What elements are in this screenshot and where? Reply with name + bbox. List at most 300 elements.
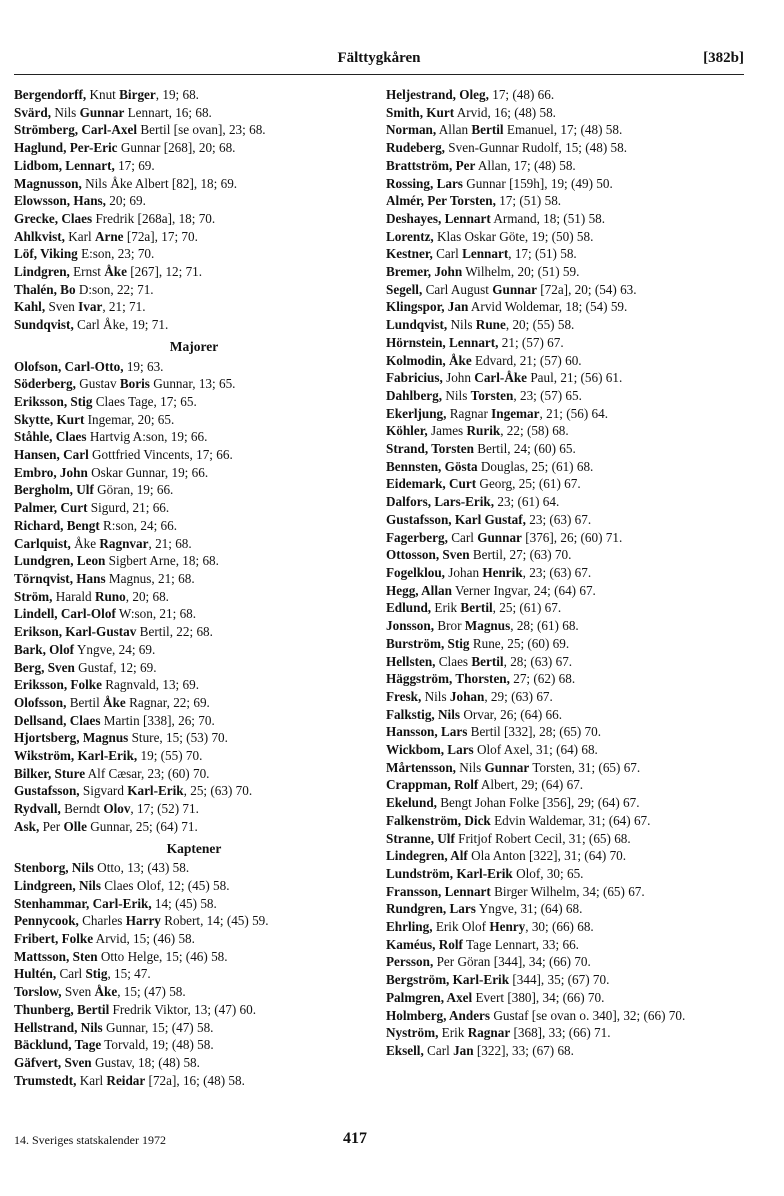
entry-surname: Lidbom, Lennart, — [14, 157, 115, 173]
list-item — [386, 883, 744, 901]
entry-text: , 21; 68. — [148, 535, 192, 551]
entry-surname: Heljestrand, Oleg, — [386, 87, 489, 102]
entry-surname: Palmer, Curt — [14, 500, 88, 516]
entry-text: Nils Åke Albert [82], 18; 69. — [81, 175, 238, 191]
entry-text: , 17; (51) 58. — [508, 246, 577, 262]
list-item — [386, 865, 744, 883]
entry-text: Bertil, 24; (60) 65. — [473, 441, 576, 457]
entry-text: Sigurd, 21; 66. — [87, 500, 170, 516]
list-item — [386, 688, 744, 706]
list-item — [386, 298, 744, 316]
list-item — [386, 653, 744, 671]
entry-text: Evert [380], 34; (66) 70. — [472, 989, 605, 1005]
list-item — [386, 759, 744, 777]
entry-text: Sture, 15; (53) 70. — [128, 730, 228, 746]
entry-callname: Åke — [103, 694, 126, 710]
entry-text: Johan — [444, 564, 483, 580]
entry-text: Göran, 19; 66. — [93, 482, 174, 498]
entry-text: , 29; (63) 67. — [484, 688, 553, 704]
entry-text: Klas Oskar Göte, 19; (50) 58. — [433, 228, 594, 244]
entry-callname: Jan — [453, 1042, 474, 1058]
entry-surname: Rundgren, Lars — [386, 901, 476, 917]
entry-text: 17; (48) 66. — [488, 87, 555, 102]
entry-text: Arvid, 15; (46) 58. — [93, 931, 195, 947]
entry-surname: Nyström, — [386, 1025, 439, 1041]
entry-text: Bertil [332], 28; (65) 70. — [467, 724, 602, 740]
list-item — [386, 741, 744, 759]
list-item — [14, 517, 374, 535]
entry-callname: Torsten — [470, 387, 514, 403]
entry-text: Sven-Gunnar Rudolf, 15; (48) 58. — [444, 140, 628, 156]
entry-surname: Almér, Per Torsten, — [386, 193, 496, 209]
list-item — [14, 570, 374, 588]
entry-text: Carl — [423, 1042, 454, 1058]
entry-surname: Persson, — [386, 954, 434, 970]
entry-text: Bertil — [66, 694, 104, 710]
entry-text: James — [427, 423, 467, 439]
list-item — [386, 635, 744, 653]
entry-text: W:son, 21; 68. — [115, 606, 197, 622]
entry-text: , 23; (57) 65. — [513, 387, 582, 403]
list-item — [386, 900, 744, 918]
list-item — [386, 316, 744, 334]
entry-text: , 15; 47. — [107, 966, 151, 982]
entry-text: Otto Helge, 15; (46) 58. — [97, 948, 228, 964]
entry-surname: Lorentz, — [386, 228, 434, 244]
entry-text: Åke — [70, 535, 100, 551]
entry-text: Arvid Woldemar, 18; (54) 59. — [468, 299, 628, 315]
entry-surname: Grecke, Claes — [14, 210, 93, 226]
list-item — [14, 800, 374, 818]
entry-text: Emanuel, 17; (48) 58. — [503, 122, 623, 138]
entry-text: Georg, 25; (61) 67. — [476, 476, 581, 492]
list-item — [14, 86, 374, 104]
entry-text: Allan, 17; (48) 58. — [475, 157, 576, 173]
list-item — [14, 694, 374, 712]
list-item — [386, 529, 744, 547]
entry-text: Armand, 18; (51) 58. — [490, 210, 606, 226]
list-item — [14, 877, 374, 895]
entry-surname: Svärd, — [14, 104, 52, 120]
entry-surname: Bergholm, Ulf — [14, 482, 94, 498]
entry-text: Claes — [435, 653, 472, 669]
list-item — [14, 765, 374, 783]
list-item — [14, 1036, 374, 1054]
entry-surname: Embro, John — [14, 464, 88, 480]
entry-text: Fredrik Viktor, 13; (47) 60. — [109, 1001, 257, 1017]
entry-surname: Dahlberg, — [386, 387, 443, 403]
entry-text: Magnus, 21; 68. — [105, 570, 195, 586]
entry-text: Alf Cæsar, 23; (60) 70. — [85, 765, 210, 781]
entry-surname: Jonsson, — [386, 618, 435, 634]
entry-text: Sigbert Arne, 18; 68. — [105, 553, 219, 569]
entry-text: Nils — [447, 317, 476, 333]
entry-surname: Eriksson, Stig — [14, 393, 93, 409]
entry-text: Erik — [431, 600, 461, 616]
entry-text: , 20; (55) 58. — [505, 317, 575, 333]
entry-text: Sven — [61, 984, 95, 1000]
entry-surname: Hultén, — [14, 966, 57, 982]
entry-text: Robert, 14; (45) 59. — [160, 913, 269, 929]
list-item — [386, 599, 744, 617]
list-item — [14, 729, 374, 747]
list-item — [14, 245, 374, 263]
entry-surname: Trumstedt, — [14, 1072, 77, 1088]
entry-text: Olof, 30; 65. — [512, 865, 584, 881]
entry-surname: Stenborg, Nils — [14, 860, 94, 876]
page-title: Fälttygkåren — [337, 50, 421, 66]
list-item — [14, 157, 374, 175]
entry-callname: Gunnar — [477, 529, 522, 545]
entry-text: 21; (57) 67. — [498, 334, 564, 350]
entry-callname: Reidar — [106, 1072, 146, 1088]
entry-surname: Eidemark, Curt — [386, 476, 477, 492]
entry-surname: Stranne, Ulf — [386, 830, 455, 846]
list-item — [14, 1072, 374, 1090]
entry-callname: Runo — [94, 588, 126, 604]
entry-text: Tage Lennart, 33; 66. — [462, 936, 579, 952]
entry-surname: Köhler, — [386, 423, 428, 439]
entry-surname: Bilker, Sture — [14, 765, 86, 781]
list-item — [386, 564, 744, 582]
list-item — [14, 605, 374, 623]
entry-text: [267], 12; 71. — [126, 264, 203, 280]
entry-text: Nils — [421, 688, 450, 704]
list-item — [14, 983, 374, 1001]
entry-text: Hartvig A:son, 19; 66. — [86, 429, 208, 445]
entry-text: John — [442, 370, 475, 386]
entry-surname: Hegg, Allan — [386, 582, 452, 598]
list-item — [14, 782, 374, 800]
entry-surname: Rydvall, — [14, 801, 61, 817]
entry-surname: Lindell, Carl-Olof — [14, 606, 116, 622]
entry-text: Gunnar, 15; (47) 58. — [102, 1019, 214, 1035]
list-item — [14, 588, 374, 606]
entry-text: Ernst — [69, 264, 105, 280]
entry-callname: Ragnvar — [99, 535, 149, 551]
entry-text: 19; (55) 70. — [137, 748, 203, 764]
entry-text: 20; 69. — [105, 193, 146, 209]
section-heading-majorer: Majorer — [169, 338, 219, 354]
entry-text: Orvar, 26; (64) 66. — [460, 706, 563, 722]
list-item — [386, 440, 744, 458]
entry-text: E:son, 23; 70. — [77, 246, 155, 262]
list-item — [14, 139, 374, 157]
entry-text: Olof Axel, 31; (64) 68. — [473, 742, 598, 758]
entry-text: Claes Tage, 17; 65. — [92, 393, 197, 409]
entry-text: , 25; (61) 67. — [492, 600, 562, 616]
entry-surname: Berg, Sven — [14, 659, 75, 675]
list-item — [386, 405, 744, 423]
entry-text: Gunnar, 25; (64) 71. — [86, 818, 198, 834]
list-item — [14, 281, 374, 299]
list-item — [386, 582, 744, 600]
entry-surname: Hörnstein, Lennart, — [386, 334, 499, 350]
entry-text: Oskar Gunnar, 19; 66. — [87, 464, 209, 480]
entry-text: , 21; (56) 64. — [539, 405, 608, 421]
entry-text: Carl — [432, 246, 463, 262]
section-code: [382b] — [703, 50, 744, 66]
list-item — [386, 1024, 744, 1042]
entry-text: , 20; 68. — [125, 588, 169, 604]
list-item — [386, 228, 744, 246]
list-item — [14, 747, 374, 765]
entry-text: [376], 26; (60) 71. — [521, 529, 623, 545]
list-item — [386, 121, 744, 139]
entry-text: [72a], 17; 70. — [123, 228, 198, 244]
entry-text: Douglas, 25; (61) 68. — [477, 458, 594, 474]
entry-text: Yngve, 24; 69. — [74, 641, 156, 657]
entry-text: [344], 35; (67) 70. — [509, 972, 610, 988]
right-column — [386, 86, 744, 1060]
list-item — [14, 930, 374, 948]
header-rule — [14, 74, 744, 75]
entry-text: [72a], 20; (54) 63. — [536, 281, 637, 297]
entry-text: 27; (62) 68. — [509, 671, 576, 687]
entry-text: 23; (61) 64. — [494, 494, 560, 510]
entry-callname: Karl-Erik — [127, 783, 184, 799]
entry-text: Ola Anton [322], 31; (64) 70. — [467, 848, 627, 864]
entry-surname: Bennsten, Gösta — [386, 458, 478, 474]
entry-text: Gottfried Vincents, 17; 66. — [88, 447, 233, 463]
entry-surname: Sundqvist, — [14, 317, 74, 333]
entry-text: , 28; (63) 67. — [503, 653, 573, 669]
entry-surname: Wickbom, Lars — [386, 742, 474, 758]
list-item — [386, 334, 744, 352]
list-item — [386, 830, 744, 848]
list-item — [386, 281, 744, 299]
entry-surname: Richard, Bengt — [14, 517, 100, 533]
list-item — [14, 912, 374, 930]
entry-surname: Söderberg, — [14, 376, 76, 392]
entry-text: Claes Olof, 12; (45) 58. — [100, 877, 230, 893]
entry-callname: Rurik — [466, 423, 501, 439]
list-item — [386, 776, 744, 794]
entry-surname: Hansen, Carl — [14, 447, 89, 463]
entry-text: Knut — [86, 87, 120, 102]
entry-surname: Ottosson, Sven — [386, 547, 470, 563]
list-item — [14, 316, 374, 334]
entry-surname: Hellsten, — [386, 653, 436, 669]
entry-surname: Bergendorff, — [14, 87, 87, 102]
entry-text: Gunnar, 13; 65. — [149, 376, 236, 392]
list-item — [14, 712, 374, 730]
entry-surname: Ståhle, Claes — [14, 429, 87, 445]
entry-text: Gustav, 18; (48) 58. — [91, 1054, 200, 1070]
list-item — [386, 369, 744, 387]
entry-surname: Hjortsberg, Magnus — [14, 730, 129, 746]
list-item — [386, 706, 744, 724]
entry-surname: Eriksson, Folke — [14, 677, 102, 693]
entry-surname: Segell, — [386, 281, 423, 297]
list-item — [386, 192, 744, 210]
list-item — [386, 723, 744, 741]
list-item — [386, 971, 744, 989]
entry-surname: Bremer, John — [386, 264, 463, 280]
list-item — [14, 210, 374, 228]
entry-group-1 — [14, 86, 374, 334]
entry-text: Ingemar, 20; 65. — [84, 411, 175, 427]
entry-text: Bertil, 22; 68. — [136, 624, 213, 640]
list-item — [386, 475, 744, 493]
entry-callname: Bertil — [460, 600, 493, 616]
entry-text: , 30; (66) 68. — [525, 919, 594, 935]
entry-callname: Bertil — [471, 653, 504, 669]
entry-callname: Boris — [119, 376, 150, 392]
entry-surname: Mattsson, Sten — [14, 948, 98, 964]
entry-text: Wilhelm, 20; (51) 59. — [462, 264, 580, 280]
list-item — [386, 245, 744, 263]
entry-surname: Löf, Viking — [14, 246, 78, 262]
list-item — [14, 535, 374, 553]
entry-callname: Olle — [63, 818, 87, 834]
entry-callname: Gunnar — [492, 281, 537, 297]
list-item — [14, 446, 374, 464]
entry-text: Nils — [442, 387, 471, 403]
entry-text: R:son, 24; 66. — [99, 517, 178, 533]
entry-text: 14; (45) 58. — [151, 895, 217, 911]
entry-callname: Ragnar — [467, 1025, 511, 1041]
entry-text: Gustaf [se ovan o. 340], 32; (66) 70. — [490, 1007, 686, 1023]
entry-text: Torsten, 31; (65) 67. — [529, 759, 641, 775]
entry-surname: Stenhammar, Carl-Erik, — [14, 895, 152, 911]
entry-surname: Kestner, — [386, 246, 433, 262]
entry-surname: Ekerljung, — [386, 405, 447, 421]
entry-surname: Hansson, Lars — [386, 724, 468, 740]
entry-surname: Hellstrand, Nils — [14, 1019, 103, 1035]
list-item — [386, 175, 744, 193]
list-item — [14, 464, 374, 482]
entry-callname: Olov — [103, 801, 131, 817]
entry-text: Arvid, 16; (48) 58. — [454, 104, 556, 120]
entry-surname: Wikström, Karl-Erik, — [14, 748, 138, 764]
entry-callname: Birger — [119, 87, 156, 102]
entry-text: [72a], 16; (48) 58. — [145, 1072, 245, 1088]
entry-callname: Ingemar — [491, 405, 540, 421]
entry-text: Lennart, 16; 68. — [124, 104, 212, 120]
entry-surname: Lundqvist, — [386, 317, 448, 333]
entry-surname: Falkstig, Nils — [386, 706, 461, 722]
list-item — [386, 1042, 744, 1060]
entry-text: Carl Åke, 19; 71. — [73, 317, 169, 333]
entry-text: Erik Olof — [432, 919, 490, 935]
entry-surname: Rudeberg, — [386, 140, 445, 156]
list-item — [386, 263, 744, 281]
entry-text: Karl — [64, 228, 95, 244]
list-item — [14, 481, 374, 499]
entry-text: Rune, 25; (60) 69. — [469, 635, 570, 651]
entry-text: , 28; (61) 68. — [510, 618, 579, 634]
entry-text: Birger Wilhelm, 34; (65) 67. — [490, 883, 645, 899]
entry-text: Per Göran [344], 34; (66) 70. — [433, 954, 591, 970]
entry-text: Gunnar [159h], 19; (49) 50. — [462, 175, 613, 191]
list-item — [14, 411, 374, 429]
entry-surname: Lindegren, Alf — [386, 848, 468, 864]
entry-text: Gunnar [268], 20; 68. — [117, 140, 236, 156]
entry-text: , 22; (58) 68. — [500, 423, 569, 439]
entry-callname: Carl-Åke — [474, 370, 528, 386]
entry-text: Harald — [52, 588, 95, 604]
entry-surname: Klingspor, Jan — [386, 299, 469, 315]
entry-callname: Lennart — [462, 246, 509, 262]
entry-text: Sven — [45, 299, 79, 315]
entry-surname: Fabricius, — [386, 370, 443, 386]
entry-group-majorer — [14, 358, 374, 836]
entry-text: Ragnvald, 13; 69. — [101, 677, 200, 693]
entry-text: Fritjof Robert Cecil, 31; (65) 68. — [454, 830, 631, 846]
entry-surname: Ahlkvist, — [14, 228, 65, 244]
list-item — [14, 175, 374, 193]
entry-surname: Häggström, Thorsten, — [386, 671, 510, 687]
entry-text: Albert, 29; (64) 67. — [478, 777, 584, 793]
footer-source: 14. Sveriges statskalender 1972 — [14, 1133, 166, 1147]
list-item — [14, 1001, 374, 1019]
entry-surname: Fagerberg, — [386, 529, 448, 545]
entry-text: Ragnar — [446, 405, 492, 421]
entry-text: Allan — [436, 122, 472, 138]
list-item — [386, 511, 744, 529]
list-item — [14, 499, 374, 517]
entry-surname: Mårtensson, — [386, 759, 456, 775]
entry-surname: Bark, Olof — [14, 641, 75, 657]
entry-surname: Thalén, Bo — [14, 281, 76, 297]
entry-text: Gustav — [75, 376, 120, 392]
list-item — [14, 192, 374, 210]
entry-surname: Brattström, Per — [386, 157, 476, 173]
entry-surname: Elowsson, Hans, — [14, 193, 106, 209]
list-item — [14, 1019, 374, 1037]
list-item — [14, 358, 374, 376]
entry-surname: Olofson, Carl-Otto, — [14, 358, 124, 374]
entry-surname: Ekelund, — [386, 795, 437, 811]
entry-text: Martin [338], 26; 70. — [100, 712, 215, 728]
entry-text: Bror — [434, 618, 465, 634]
entry-surname: Smith, Kurt — [386, 104, 455, 120]
entry-callname: Bertil — [471, 122, 504, 138]
entry-surname: Falkenström, Dick — [386, 812, 491, 828]
list-item — [386, 1007, 744, 1025]
entry-surname: Lundström, Karl-Erik — [386, 865, 513, 881]
entry-text: Charles — [78, 913, 126, 929]
left-column — [14, 86, 374, 1089]
list-item — [386, 422, 744, 440]
entry-text: Nils — [51, 104, 80, 120]
entry-text: Bengt Johan Folke [356], 29; (64) 67. — [436, 795, 640, 811]
entry-text: Bertil, 27; (63) 70. — [469, 547, 572, 563]
list-item — [386, 157, 744, 175]
list-item — [386, 493, 744, 511]
entry-text: 23; (63) 67. — [525, 511, 592, 527]
entry-callname: Henry — [489, 919, 526, 935]
list-item — [386, 936, 744, 954]
entry-text: D:son, 22; 71. — [75, 281, 154, 297]
entry-text: , 15; (47) 58. — [117, 984, 186, 1000]
entry-surname: Törnqvist, Hans — [14, 570, 106, 586]
entry-text: , 19; 68. — [155, 87, 199, 102]
entry-surname: Deshayes, Lennart — [386, 210, 491, 226]
list-item — [14, 228, 374, 246]
entry-text: Carl — [447, 529, 478, 545]
entry-surname: Eksell, — [386, 1042, 424, 1058]
list-item — [14, 818, 374, 836]
list-item — [14, 965, 374, 983]
entry-callname: Harry — [125, 913, 161, 929]
list-item — [14, 121, 374, 139]
entry-callname: Henrik — [482, 564, 523, 580]
entry-surname: Pennycook, — [14, 913, 79, 929]
entry-text: , 25; (63) 70. — [183, 783, 253, 799]
entry-callname: Rune — [475, 317, 506, 333]
